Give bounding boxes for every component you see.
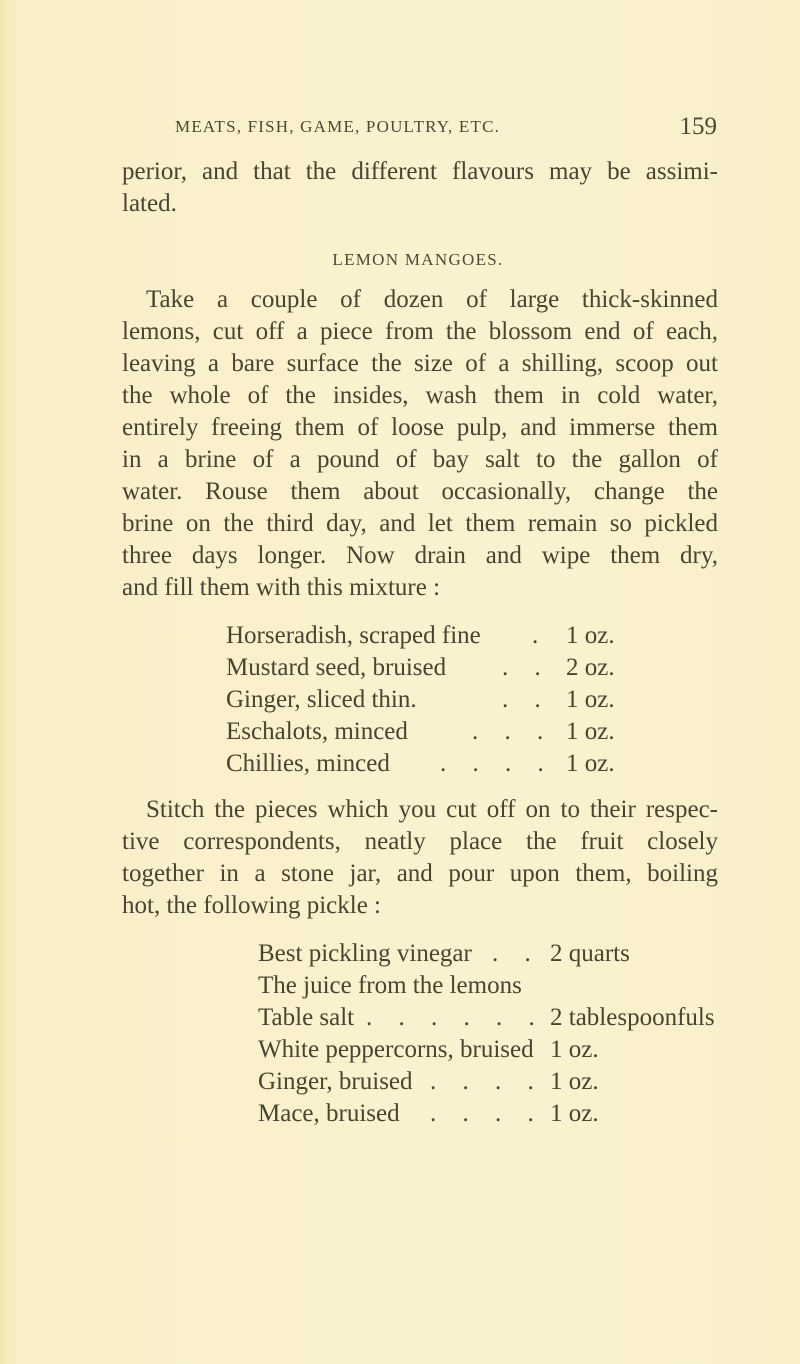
dot-leader: . <box>532 622 549 649</box>
dot-leader: . . . <box>472 718 554 745</box>
ingredient-quantity: 2 tablespoonfuls <box>550 1004 715 1031</box>
dot-leader: . . . . <box>430 1100 544 1127</box>
ingredient-name: Mace, bruised <box>258 1100 400 1127</box>
ingredient-name: Ginger, sliced thin. <box>226 686 417 713</box>
ingredient-quantity: 2 oz. <box>566 654 615 681</box>
ingredient-quantity: 1 oz. <box>566 686 615 713</box>
ingredient-quantity: 1 oz. <box>566 750 615 777</box>
ingredient-row <box>258 1034 758 1066</box>
text-line: water. Rouse them about occasionally, change the <box>122 478 718 505</box>
running-title: MEATS, FISH, GAME, POULTRY, ETC. <box>175 117 501 136</box>
ingredient-row <box>258 938 758 970</box>
dot-leader: . . <box>492 940 541 967</box>
ingredient-row <box>226 620 726 652</box>
page-number: 159 <box>679 113 717 140</box>
ingredient-name: Best pickling vinegar <box>258 940 472 967</box>
ingredient-name: Chillies, minced <box>226 750 390 777</box>
ingredient-row <box>226 748 726 780</box>
ingredient-row <box>226 716 726 748</box>
text-line: three days longer. Now drain and wipe them dry, <box>122 542 718 569</box>
dot-leader: . . <box>502 686 551 713</box>
ingredient-row <box>258 970 758 1002</box>
ingredient-row <box>226 652 726 684</box>
dot-leader: . . . . <box>440 750 554 777</box>
running-head <box>175 113 717 143</box>
ingredient-row <box>258 1002 758 1034</box>
text-line: in a brine of a pound of bay salt to the gallon of <box>122 446 718 473</box>
recipe-title: LEMON MANGOES. <box>332 250 504 269</box>
text-line: leaving a bare surface the size of a shilling, scoop out <box>122 350 718 377</box>
ingredient-name: Table salt <box>258 1004 355 1031</box>
ingredient-name: Ginger, bruised <box>258 1068 413 1095</box>
text-line: Stitch the pieces which you cut off on to their respec- <box>146 796 718 823</box>
text-line: Take a couple of dozen of large thick-skinned <box>146 286 718 313</box>
ingredient-name: Eschalots, minced <box>226 718 408 745</box>
ingredient-quantity: 1 oz. <box>550 1036 599 1063</box>
dot-leader: . . . . . . <box>366 1004 545 1031</box>
text-line: lemons, cut off a piece from the blossom end of each, <box>122 318 718 345</box>
ingredient-row <box>258 1098 758 1130</box>
text-line: lated. <box>122 190 177 217</box>
ingredient-quantity: 2 quarts <box>550 940 630 967</box>
ingredient-name: The juice from the lemons <box>258 972 522 999</box>
ingredient-name: Horseradish, scraped fine <box>226 622 481 649</box>
text-line: entirely freeing them of loose pulp, and immerse them <box>122 414 718 441</box>
text-line: and fill them with this mixture : <box>122 574 441 601</box>
ingredient-quantity: 1 oz. <box>550 1100 599 1127</box>
ingredient-quantity: 1 oz. <box>566 718 615 745</box>
text-line: brine on the third day, and let them remain so pickled <box>122 510 718 537</box>
ingredient-quantity: 1 oz. <box>566 622 615 649</box>
text-line: perior, and that the different flavours may be assimi- <box>122 158 718 185</box>
ingredient-name: White peppercorns, bruised <box>258 1036 534 1063</box>
text-line: the whole of the insides, wash them in cold water, <box>122 382 718 409</box>
ingredient-row <box>226 684 726 716</box>
text-line: together in a stone jar, and pour upon them, boiling <box>122 860 718 887</box>
dot-leader: . . <box>502 654 551 681</box>
ingredient-quantity: 1 oz. <box>550 1068 599 1095</box>
dot-leader: . . . . <box>430 1068 544 1095</box>
ingredient-row <box>258 1066 758 1098</box>
text-line: hot, the following pickle : <box>122 892 381 919</box>
text-line: tive correspondents, neatly place the fruit closely <box>122 828 718 855</box>
ingredient-name: Mustard seed, bruised <box>226 654 447 681</box>
